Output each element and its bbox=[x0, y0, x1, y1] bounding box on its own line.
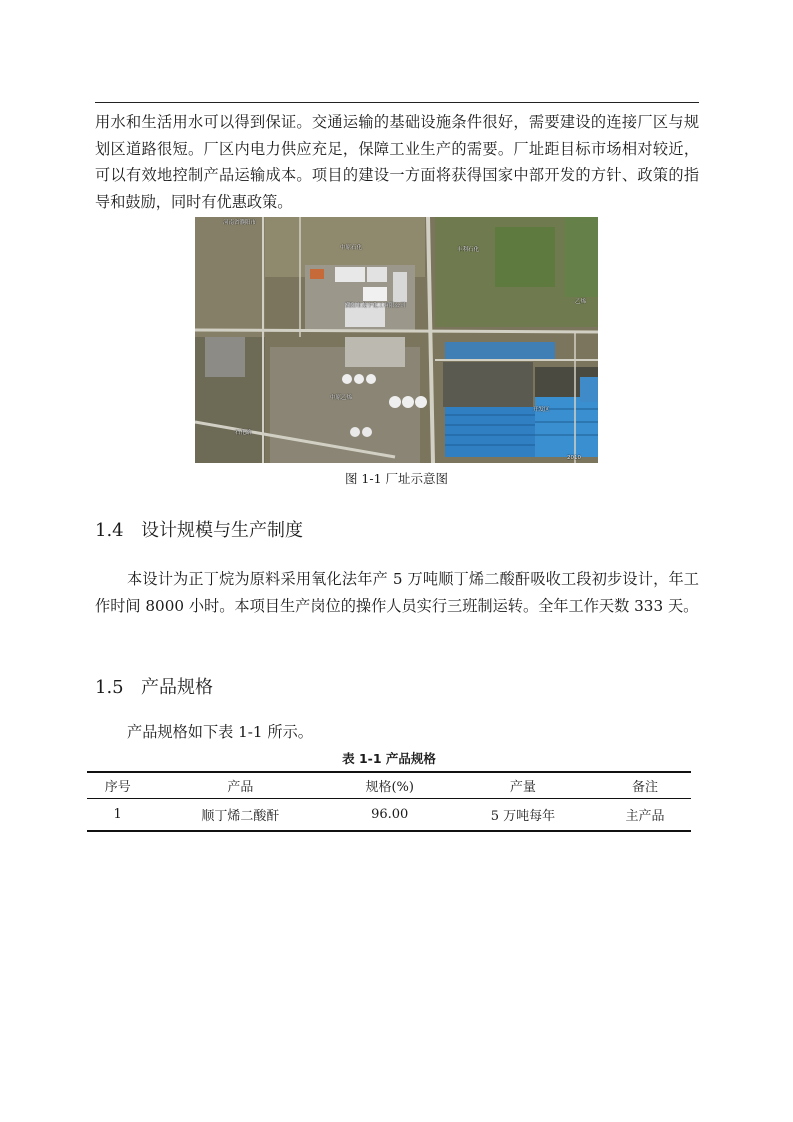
site-map-image bbox=[195, 217, 598, 463]
cell-product: 顺丁烯二酸酐 bbox=[148, 799, 332, 832]
map-label: 河南省濮阳市 bbox=[223, 220, 257, 226]
cell-spec: 96.00 bbox=[332, 799, 446, 832]
section-title: 产品规格 bbox=[141, 677, 213, 698]
table-caption: 表 1-1 产品规格 bbox=[342, 751, 436, 766]
map-label: 中原乙烯 bbox=[330, 395, 353, 401]
section-number: 1.4 bbox=[95, 520, 124, 541]
header-product: 产品 bbox=[148, 772, 332, 799]
map-label: 濮阳市龙宇化工有限公司 bbox=[345, 303, 406, 309]
figure-caption: 图 1-1 厂址示意图 bbox=[344, 471, 449, 486]
intro-paragraph: 用水和生活用水可以得到保证。交通运输的基础设施条件很好，需要建设的连接厂区与规划区道路很短。厂区内电力供应充足，保障工业生产的需要。厂址距目标市场相对较近，可以有效地控制产品运输成本。项目的建设一方面将获得国家中部开发的方针、政策的指导和鼓励，同时有优惠政策。 bbox=[95, 113, 699, 211]
map-label: 中原石化 bbox=[340, 245, 363, 251]
map-label: 丰利石化 bbox=[457, 247, 480, 253]
table-header-row bbox=[87, 772, 691, 799]
section-number: 1.5 bbox=[95, 677, 124, 698]
section-title: 设计规模与生产制度 bbox=[141, 520, 303, 541]
cell-remark: 主产品 bbox=[599, 799, 691, 832]
cell-index: 1 bbox=[87, 799, 148, 832]
map-label: 石化路 bbox=[235, 430, 252, 436]
satellite-map-graphic bbox=[195, 217, 598, 463]
map-label: 开发区 bbox=[533, 407, 550, 413]
cell-output: 5 万吨每年 bbox=[447, 799, 599, 832]
header-output: 产量 bbox=[447, 772, 599, 799]
product-spec-table bbox=[87, 771, 691, 832]
table-row bbox=[87, 799, 691, 832]
header-remark: 备注 bbox=[599, 772, 691, 799]
header-spec: 规格(%) bbox=[332, 772, 446, 799]
section-heading-1-4 bbox=[95, 516, 303, 542]
product-spec-intro: 产品规格如下表 1-1 所示。 bbox=[127, 723, 313, 741]
header-index: 序号 bbox=[87, 772, 148, 799]
map-label: 乙烯 bbox=[575, 299, 587, 305]
header-rule bbox=[95, 102, 699, 103]
map-label: 2010 bbox=[567, 455, 581, 461]
design-scale-paragraph: 本设计为正丁烷为原料采用氧化法年产 5 万吨顺丁烯二酸酐吸收工段初步设计，年工作时间 8000 小时。本项目生产岗位的操作人员实行三班制运转。全年工作天数 333 天。 bbox=[95, 570, 699, 615]
section-heading-1-5 bbox=[95, 673, 213, 699]
